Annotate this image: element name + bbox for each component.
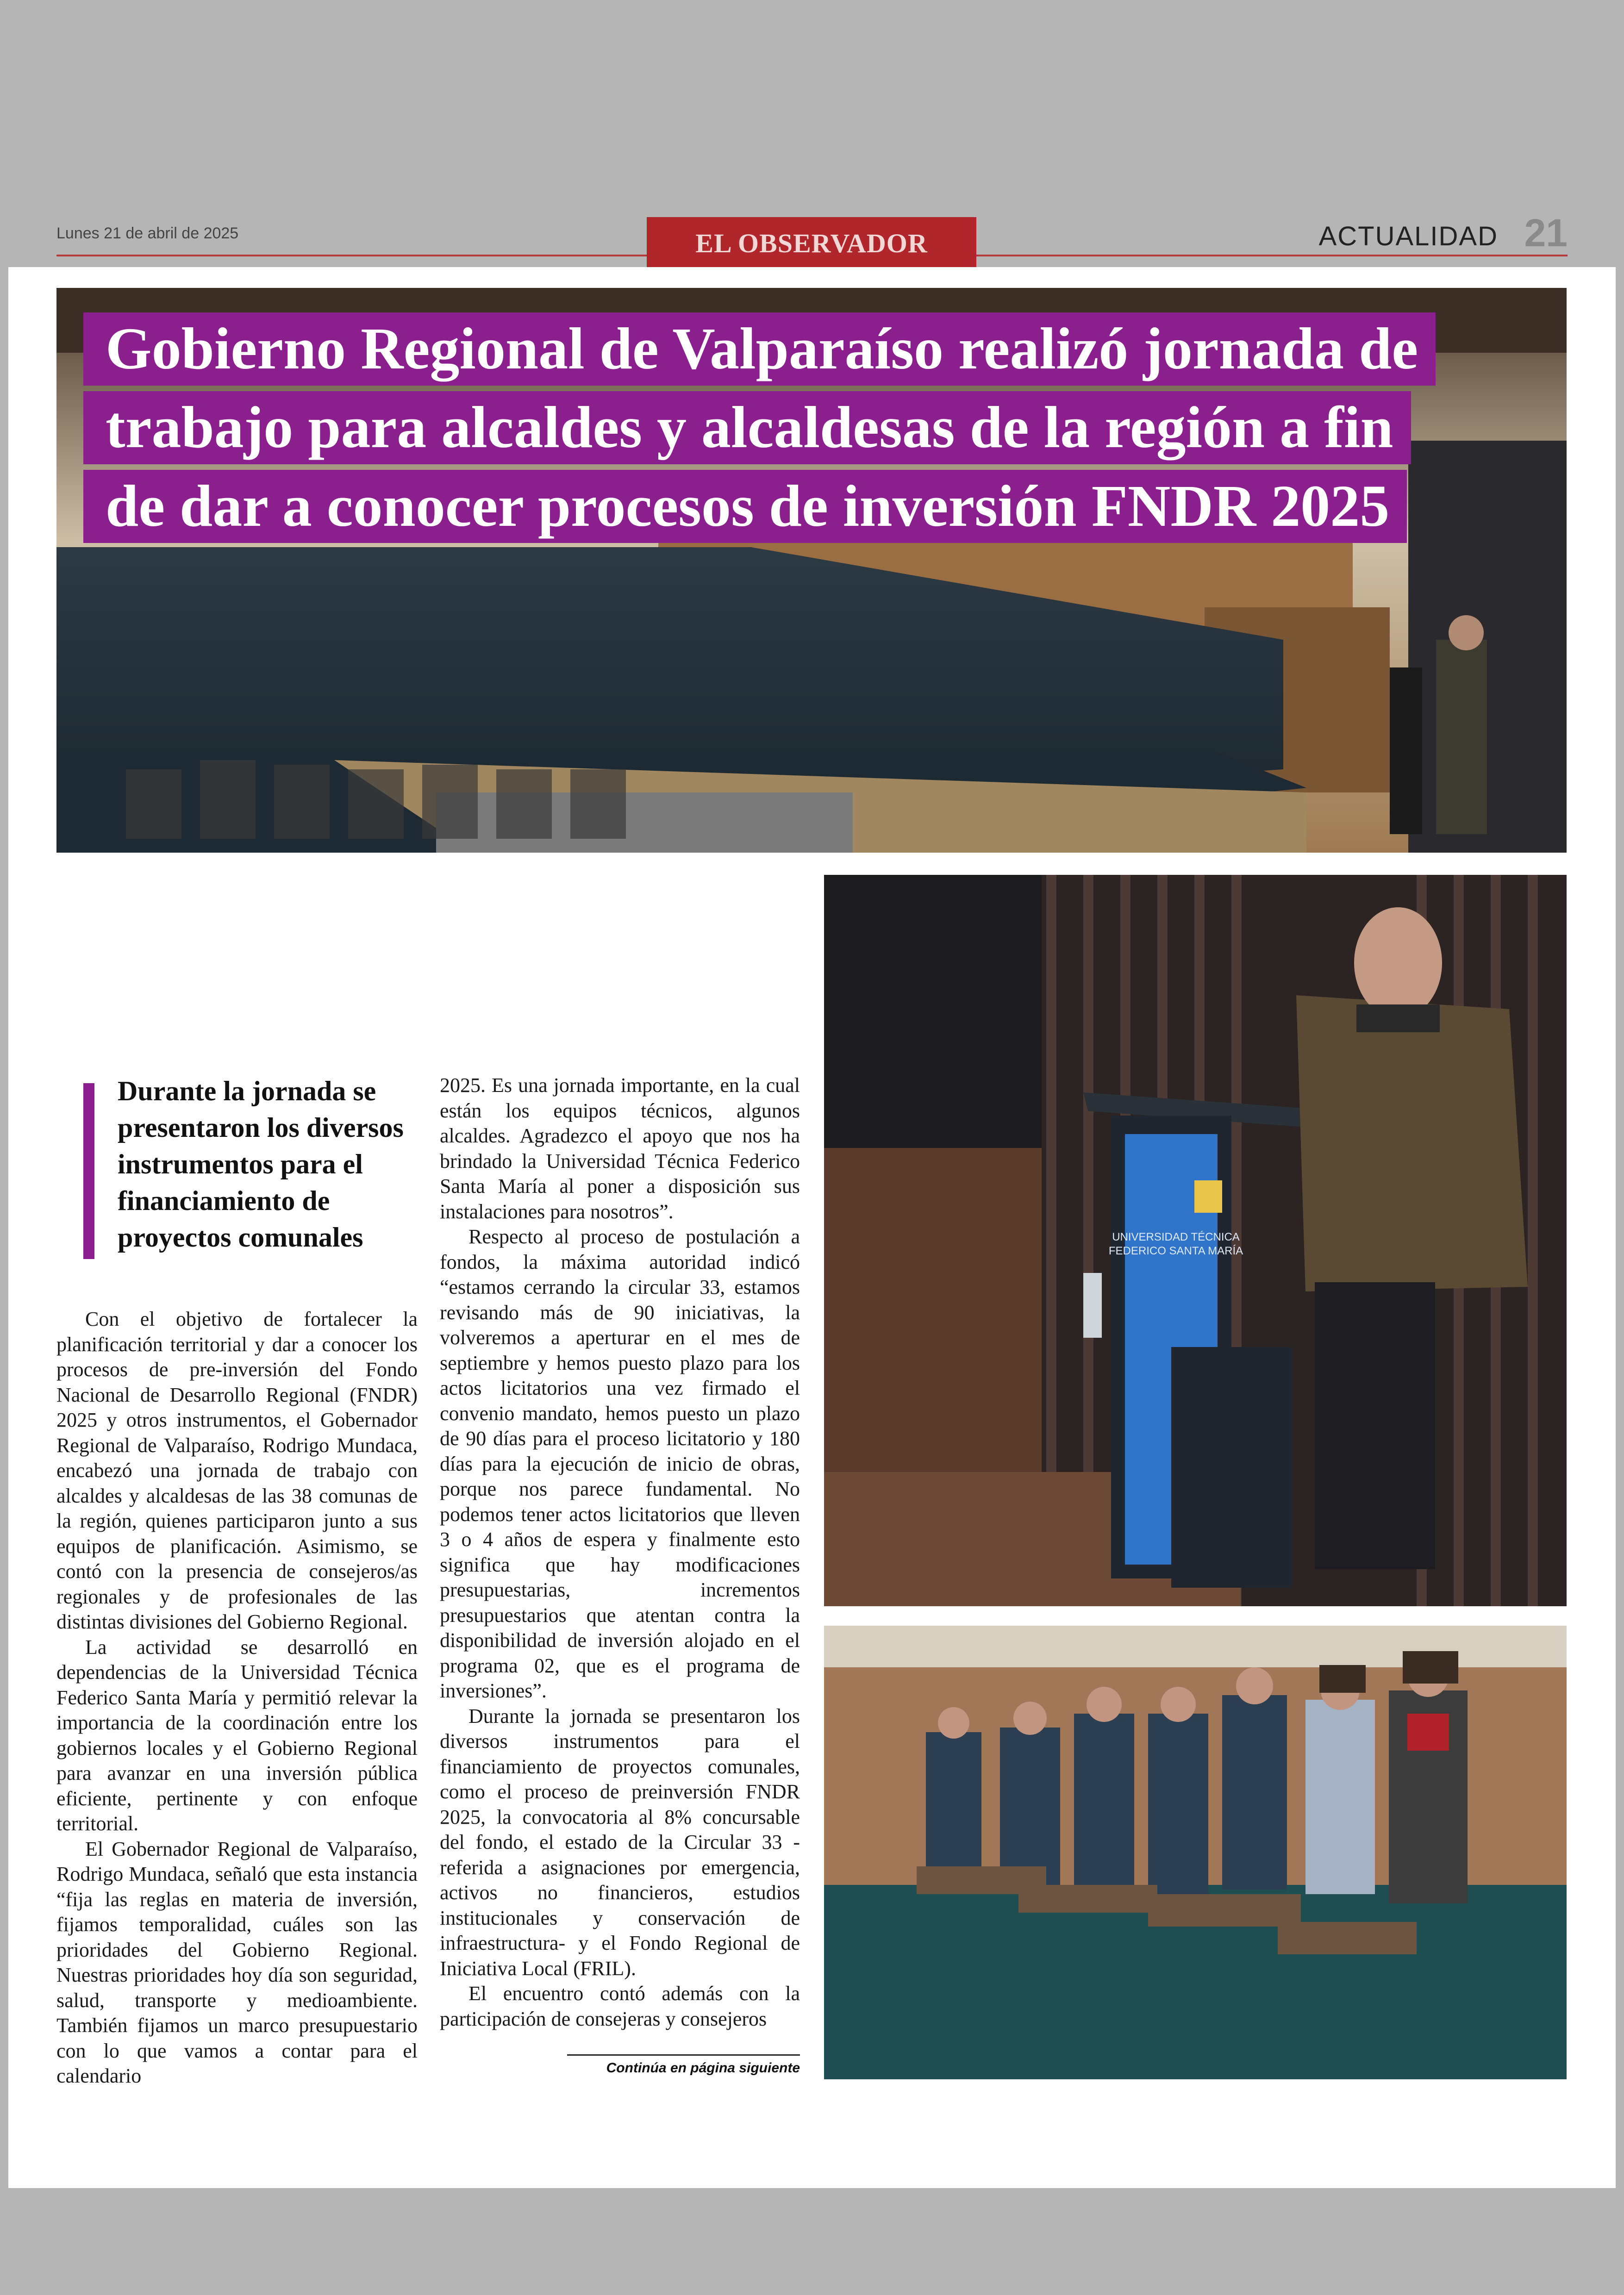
- issue-date: Lunes 21 de abril de 2025: [56, 225, 239, 242]
- speaker-photo: [824, 875, 1567, 1606]
- paragraph: El encuentro contó además con la participación de consejeras y consejeros: [440, 1982, 800, 2030]
- paragraph: Durante la jornada se presentaron los diversos instrumentos para el financiamiento de proyectos comunales, como el proceso de preinversión FNDR 2025, la convocatoria al 8% concursable del fondo, el estado de la Circular 33 -referida a asignaciones por emergencia, activos no financieros, estudios institucionales y conservación de infraestructura- y el Fondo Regional de Iniciativa Local (FRIL).: [440, 1704, 800, 1980]
- page-number: 21: [1524, 211, 1568, 255]
- headline-line-2: trabajo para alcaldes y alcaldesas de la región a fin: [83, 391, 1411, 464]
- headline: [83, 312, 1436, 549]
- continued-note: Continúa en página siguiente: [567, 2054, 800, 2076]
- podium-logo-text-1: UNIVERSIDAD TÉCNICA: [1112, 1231, 1240, 1243]
- pull-quote-text: Durante la jornada se presentaron los diversos instrumentos para el financiamiento de proyectos comunales: [118, 1076, 404, 1253]
- podium-logo-text-2: FEDERICO SANTA MARÍA: [1108, 1245, 1243, 1257]
- masthead-title: EL OBSERVADOR: [695, 228, 928, 258]
- article-column-1: [56, 1307, 418, 2089]
- paragraph: Con el objetivo de fortalecer la planificación territorial y dar a conocer los procesos de pre-inversión del Fondo Nacional de Desarrollo Regional (FNDR) 2025 y otros instrumentos, el Gobernador Regional de Valparaíso, Rodrigo Mundaca, encabezó una jornada de trabajo con alcaldes y alcaldesas de las 38 comunas de la región, quienes participaron junto a sus equipos de planificación. Asimismo, se contó con la presencia de consejeros/as regionales y de profesionales de las distintas divisiones del Gobierno Regional.: [56, 1308, 418, 1633]
- paragraph: La actividad se desarrolló en dependencias de la Universidad Técnica Federico Santa María y permitió relevar la importancia de la coordinación entre los gobiernos locales y el Gobierno Regional para avanzar en una inversión pública eficiente, pertinente y con enfoque territorial.: [56, 1635, 418, 1835]
- section-name: ACTUALIDAD: [1318, 221, 1498, 251]
- pull-quote-bar: [83, 1083, 94, 1259]
- headline-line-1: Gobierno Regional de Valparaíso realizó jornada de: [83, 312, 1436, 386]
- audience-photo: [824, 1626, 1567, 2079]
- paragraph: El Gobernador Regional de Valparaíso, Rodrigo Mundaca, señaló que esta instancia “fija las reglas en materia de inversión, fijamos temporalidad, cuáles son las prioridades del Gobierno Regional. Nuestras prioridades hoy día son seguridad, salud, transporte y medioambiente. También fijamos un marco presupuestario con lo que vamos a contar para el calendario: [56, 1837, 418, 2087]
- headline-line-3: de dar a conocer procesos de inversión FNDR 2025: [83, 470, 1407, 543]
- masthead: [647, 217, 976, 269]
- paragraph-continuation: 2025. Es una jornada importante, en la cual están los equipos técnicos, algunos alcaldes. Agradezco el apoyo que nos ha brindado la Universidad Técnica Federico Santa María al poner a disposición sus instalaciones para nosotros”.: [440, 1074, 800, 1223]
- article-column-2: [440, 1073, 800, 2032]
- paragraph: Respecto al proceso de postulación a fondos, la máxima autoridad indicó “estamos cerrando la circular 33, estamos revisando más de 90 iniciativas, la volveremos a aperturar en el mes de septiembre y hemos puesto plazo para los actos licitatorios una vez firmado el convenio mandato, hemos puesto un plazo de 90 días para el proceso licitatorio y 180 días para la ejecución de inicio de obras, porque nos parece fundamental. No podemos tener actos licitatorios que lleven 3 o 4 años de espera y finalmente esto significa que hay modificaciones presupuestarias, incrementos presupuestarios que atentan contra la disponibilidad de inversión alojado en el programa 02, que es el programa de inversiones”.: [440, 1225, 800, 1702]
- page-header: [56, 211, 1568, 262]
